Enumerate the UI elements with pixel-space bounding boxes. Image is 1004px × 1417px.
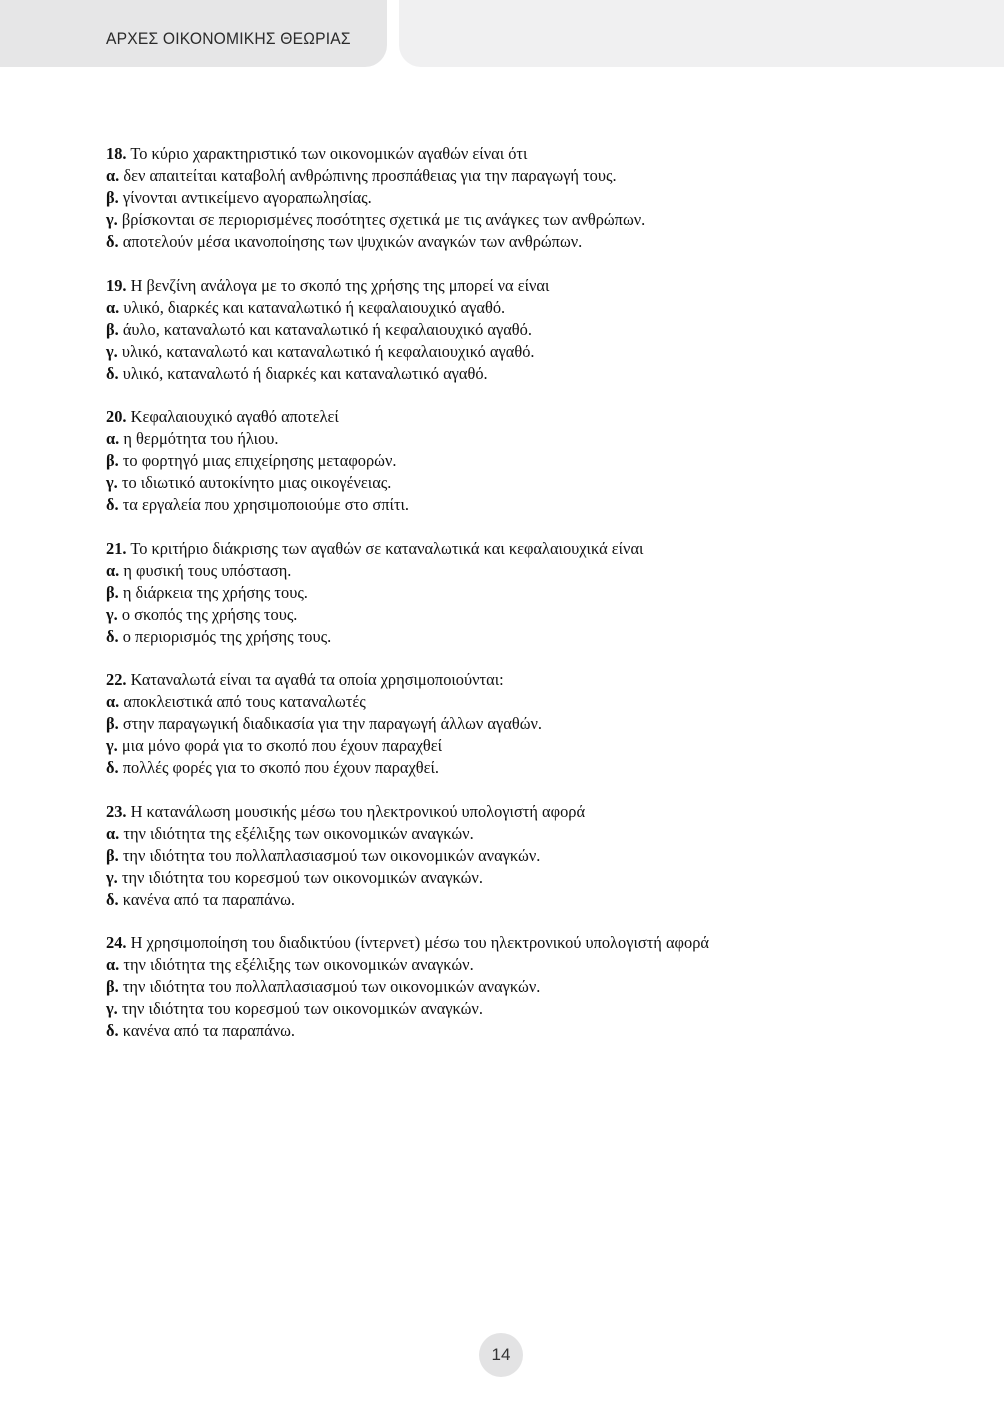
option-d bbox=[106, 757, 906, 779]
option-d bbox=[106, 1020, 906, 1042]
question-24 bbox=[106, 932, 906, 1042]
option-text: την ιδιότητα του πολλαπλασιασμού των οικονομικών αναγκών. bbox=[122, 977, 541, 996]
option-letter: γ. bbox=[106, 604, 118, 624]
option-letter: γ. bbox=[106, 473, 118, 492]
option-text: βρίσκονται σε περιορισμένες ποσότητες σχετικά με τις ανάγκες των ανθρώπων. bbox=[121, 210, 646, 229]
option-b bbox=[106, 713, 906, 735]
option-c bbox=[106, 209, 906, 231]
option-letter: δ. bbox=[106, 1021, 119, 1040]
option-text: την ιδιότητα της εξέλιξης των οικονομικών αναγκών. bbox=[123, 823, 474, 843]
option-text: ο σκοπός της χρήσης τους. bbox=[121, 604, 298, 624]
option-a bbox=[106, 428, 906, 450]
option-letter: α. bbox=[106, 692, 120, 711]
option-text: άυλο, καταναλωτό και καταναλωτικό ή κεφαλαιουχικό αγαθό. bbox=[122, 319, 532, 339]
option-letter: β. bbox=[106, 714, 119, 733]
option-text: γίνονται αντικείμενο αγοραπωλησίας. bbox=[122, 188, 372, 207]
option-text: υλικό, καταναλωτό ή διαρκές και καταναλωτικό αγαθό. bbox=[122, 363, 488, 383]
question-number: 22. bbox=[106, 670, 127, 689]
option-d bbox=[106, 231, 906, 253]
question-number: 21. bbox=[106, 538, 127, 558]
option-text: την ιδιότητα του κορεσμού των οικονομικών αναγκών. bbox=[121, 867, 483, 887]
option-text: η διάρκεια της χρήσης τους. bbox=[122, 582, 308, 602]
option-letter: δ. bbox=[106, 758, 119, 777]
option-d bbox=[106, 626, 906, 648]
option-letter: δ. bbox=[106, 626, 119, 646]
option-text: το ιδιωτικό αυτοκίνητο μιας οικογένειας. bbox=[121, 473, 392, 492]
question-stem bbox=[106, 275, 906, 297]
option-a bbox=[106, 165, 906, 187]
option-text: το φορτηγό μιας επιχείρησης μεταφορών. bbox=[122, 451, 397, 470]
option-letter: β. bbox=[106, 188, 119, 207]
option-c bbox=[106, 867, 906, 889]
question-text: Η χρησιμοποίηση του διαδικτύου (ίντερνετ) μέσω του ηλεκτρονικού υπολογιστή αφορά bbox=[130, 933, 709, 952]
question-18 bbox=[106, 143, 906, 253]
question-number: 23. bbox=[106, 801, 127, 821]
question-stem bbox=[106, 143, 906, 165]
option-letter: β. bbox=[106, 319, 119, 339]
option-letter: γ. bbox=[106, 867, 118, 887]
option-a bbox=[106, 297, 906, 319]
question-stem bbox=[106, 801, 906, 823]
option-letter: δ. bbox=[106, 363, 119, 383]
option-letter: α. bbox=[106, 955, 120, 974]
option-text: στην παραγωγική διαδικασία για την παραγωγή άλλων αγαθών. bbox=[122, 714, 542, 733]
question-stem bbox=[106, 669, 906, 691]
option-b bbox=[106, 187, 906, 209]
question-stem bbox=[106, 538, 906, 560]
question-text: Η βενζίνη ανάλογα με το σκοπό της χρήσης της μπορεί να είναι bbox=[130, 275, 550, 295]
option-d bbox=[106, 494, 906, 516]
option-text: η φυσική τους υπόσταση. bbox=[123, 560, 292, 580]
option-letter: α. bbox=[106, 297, 120, 317]
question-23 bbox=[106, 801, 906, 911]
option-c bbox=[106, 998, 906, 1020]
page-number: 14 bbox=[479, 1333, 523, 1377]
question-stem bbox=[106, 406, 906, 428]
option-letter: γ. bbox=[106, 999, 118, 1018]
header-title: ΑΡΧΕΣ ΟΙΚΟΝΟΜΙΚΗΣ ΘΕΩΡΙΑΣ bbox=[106, 29, 351, 48]
question-number: 24. bbox=[106, 933, 127, 952]
option-b bbox=[106, 845, 906, 867]
question-text: Το κύριο χαρακτηριστικό των οικονομικών αγαθών είναι ότι bbox=[130, 144, 528, 163]
question-stem bbox=[106, 932, 906, 954]
option-a bbox=[106, 823, 906, 845]
option-c bbox=[106, 472, 906, 494]
question-number: 18. bbox=[106, 144, 127, 163]
option-text: κανένα από τα παραπάνω. bbox=[122, 889, 296, 909]
option-c bbox=[106, 735, 906, 757]
option-letter: α. bbox=[106, 429, 120, 448]
option-letter: α. bbox=[106, 823, 120, 843]
option-text: δεν απαιτείται καταβολή ανθρώπινης προσπάθειας για την παραγωγή τους. bbox=[123, 166, 617, 185]
option-text: την ιδιότητα του πολλαπλασιασμού των οικονομικών αναγκών. bbox=[122, 845, 541, 865]
option-a bbox=[106, 691, 906, 713]
option-letter: δ. bbox=[106, 889, 119, 909]
question-number: 19. bbox=[106, 275, 127, 295]
option-text: αποκλειστικά από τους καταναλωτές bbox=[123, 692, 366, 711]
option-text: πολλές φορές για το σκοπό που έχουν παραχθεί. bbox=[122, 758, 440, 777]
header-tab bbox=[0, 0, 387, 67]
option-text: μια μόνο φορά για το σκοπό που έχουν παραχθεί bbox=[121, 736, 443, 755]
option-letter: β. bbox=[106, 845, 119, 865]
option-c bbox=[106, 604, 906, 626]
option-letter: γ. bbox=[106, 341, 118, 361]
question-number: 20. bbox=[106, 407, 127, 426]
question-19 bbox=[106, 275, 906, 385]
option-text: αποτελούν μέσα ικανοποίησης των ψυχικών αναγκών των ανθρώπων. bbox=[122, 232, 583, 251]
option-text: ο περιορισμός της χρήσης τους. bbox=[122, 626, 332, 646]
option-text: υλικό, διαρκές και καταναλωτικό ή κεφαλαιουχικό αγαθό. bbox=[123, 297, 506, 317]
option-d bbox=[106, 889, 906, 911]
question-text: Καταναλωτά είναι τα αγαθά τα οποία χρησιμοποιούνται: bbox=[130, 670, 504, 689]
option-letter: γ. bbox=[106, 736, 118, 755]
option-letter: β. bbox=[106, 451, 119, 470]
question-21 bbox=[106, 538, 906, 648]
option-text: τα εργαλεία που χρησιμοποιούμε στο σπίτι. bbox=[122, 495, 410, 514]
questions-list bbox=[106, 143, 906, 1064]
option-a bbox=[106, 560, 906, 582]
option-text: την ιδιότητα του κορεσμού των οικονομικών αναγκών. bbox=[121, 999, 483, 1018]
option-letter: β. bbox=[106, 977, 119, 996]
question-20 bbox=[106, 406, 906, 516]
option-b bbox=[106, 450, 906, 472]
question-text: Το κριτήριο διάκρισης των αγαθών σε καταναλωτικά και κεφαλαιουχικά είναι bbox=[130, 538, 644, 558]
option-letter: β. bbox=[106, 582, 119, 602]
option-text: υλικό, καταναλωτό και καταναλωτικό ή κεφαλαιουχικό αγαθό. bbox=[121, 341, 535, 361]
option-letter: α. bbox=[106, 166, 120, 185]
option-d bbox=[106, 363, 906, 385]
option-letter: γ. bbox=[106, 210, 118, 229]
option-letter: δ. bbox=[106, 232, 119, 251]
header-band bbox=[399, 0, 1004, 67]
option-a bbox=[106, 954, 906, 976]
option-b bbox=[106, 976, 906, 998]
question-text: Η κατανάλωση μουσικής μέσω του ηλεκτρονικού υπολογιστή αφορά bbox=[130, 801, 586, 821]
option-text: η θερμότητα του ήλιου. bbox=[123, 429, 279, 448]
option-b bbox=[106, 319, 906, 341]
option-letter: δ. bbox=[106, 495, 119, 514]
option-b bbox=[106, 582, 906, 604]
option-text: κανένα από τα παραπάνω. bbox=[122, 1021, 296, 1040]
option-letter: α. bbox=[106, 560, 120, 580]
question-text: Κεφαλαιουχικό αγαθό αποτελεί bbox=[130, 407, 339, 426]
question-22 bbox=[106, 669, 906, 779]
option-text: την ιδιότητα της εξέλιξης των οικονομικών αναγκών. bbox=[123, 955, 474, 974]
option-c bbox=[106, 341, 906, 363]
